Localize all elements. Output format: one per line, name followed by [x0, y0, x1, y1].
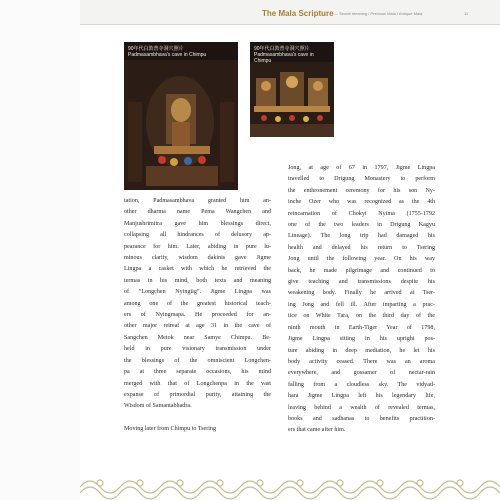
text-line: everywhere, and gossamer of nectar-rain [288, 370, 435, 377]
text-line: of “Longchen Nyingtig”. Jigme Lingpa was [124, 289, 271, 296]
text-line [124, 413, 271, 424]
text-line: books and sadhanas to benefits practition- [288, 415, 435, 422]
text-line: health and delayed his return to Tsering [288, 244, 435, 251]
page-header [80, 0, 500, 25]
text-line: Wisdom of Samantabhadra. [124, 403, 192, 410]
text-line: Manjushrimitra gave him blessings direct, [124, 220, 271, 227]
text-line: tation, Padmasambhava granted him an- [124, 198, 271, 204]
text-line: termas in his mind, both texts and meaning [124, 277, 271, 284]
header-subtitle: — Secret meaning / Precious Mala / Antique Mala [334, 11, 423, 16]
text-line: travelled to Drigung Monastery to perform [288, 176, 435, 183]
page-number: 11 [464, 11, 469, 16]
text-line: leaving behind a wealth of revealed termas, [288, 404, 435, 411]
book-title: The Mala Scripture [262, 9, 334, 18]
text-line: Jong until the following year. On his way [288, 256, 435, 263]
photo-caption-en: Padmasambhava's cave in Chimpu [128, 52, 207, 58]
text-line: pearance for him. Later, abiding in pure lu- [124, 243, 271, 250]
text-line: falling from a cloudless sky. The vidyad- [288, 381, 435, 388]
cave-photo-1 [124, 42, 238, 190]
text-line: pa at three separate occasions, his mind [124, 369, 271, 376]
text-line: Lineage). The long trip had damaged his [288, 233, 435, 240]
text-line: weakening body. Finally he arrived at Tser- [288, 290, 435, 297]
photo-caption [254, 46, 330, 64]
text-line: Jong, at age of 67 in 1797, Jigme Lingpa [288, 165, 435, 171]
text-line: ing Jong and fell ill. After imparting a prac- [288, 301, 435, 308]
text-line: Moving later from Chimpu to Tsering [124, 426, 217, 433]
text-line: expanse of primordial purity, attaining the [124, 391, 271, 398]
photo-caption-en: Padmasambhava's cave in Chimpu [254, 52, 314, 64]
text-line: merged with that of Longchenpa in the vast [124, 380, 271, 387]
text-line: Lingpa a casket with which he retrieved the [124, 266, 271, 273]
text-line: inche Ozer who was recognized as the 4th [288, 199, 435, 206]
text-line: held in pure visionary transmission under [124, 346, 271, 353]
left-text-column [124, 196, 271, 436]
text-line: Sangchen Metok near Samye Chimpu. Be- [124, 334, 271, 341]
text-line: tice on White Tara, on the third day of the [288, 313, 435, 320]
text-line: ture abiding in deep mediation, he let his [288, 347, 435, 354]
text-line: the blessings of the omniscient Longchen- [124, 357, 271, 364]
photo-caption [128, 46, 234, 58]
photo-caption-cn: 90年代白敦普寺洞穴照片 [254, 46, 310, 52]
right-text-column [288, 163, 435, 437]
text-line: among one of the greatest historical teach- [124, 300, 271, 307]
text-line: collapsing all hindrances of delusory ap- [124, 232, 271, 239]
cave-photo-2 [250, 42, 334, 137]
decorative-footer-border [80, 465, 500, 500]
text-line: back, he made pilgrimage and continued to [288, 267, 435, 274]
text-line: other dharma name Pema Wangchen and [124, 209, 271, 216]
text-line: minous clarity, wisdom dakinis gave Jigme [124, 255, 271, 262]
text-line: ninth mouth in Earth-Tiger Year of 1798, [288, 324, 435, 331]
text-line: body activity ceased. There was an aroma [288, 358, 435, 365]
text-line: one of the two leaders in Drigung Kagyu [288, 222, 435, 229]
cave-shrine-image [124, 42, 238, 190]
text-line: hara Jigme Lingpa left his legendary life, [288, 393, 435, 400]
text-line: ers that came after him. [288, 427, 346, 434]
text-line: ers of Nyingmapa. He proceeded for an- [124, 312, 271, 319]
text-line: reincarnation of Chokyi Nyima (1755-1792 [288, 210, 435, 217]
text-line: the enthronement ceremony for his son Ny- [288, 187, 435, 194]
text-line: Jigme Lingpa sitting in his upright pos- [288, 336, 435, 343]
text-line: other major retreat at age 31 in the cave of [124, 323, 271, 330]
scroll-pattern [80, 480, 500, 499]
text-line: give teaching and transmissions despite his [288, 279, 435, 286]
photo-caption-cn: 90年代白敦普寺洞穴照片 [128, 46, 184, 52]
page-margin [0, 0, 80, 500]
